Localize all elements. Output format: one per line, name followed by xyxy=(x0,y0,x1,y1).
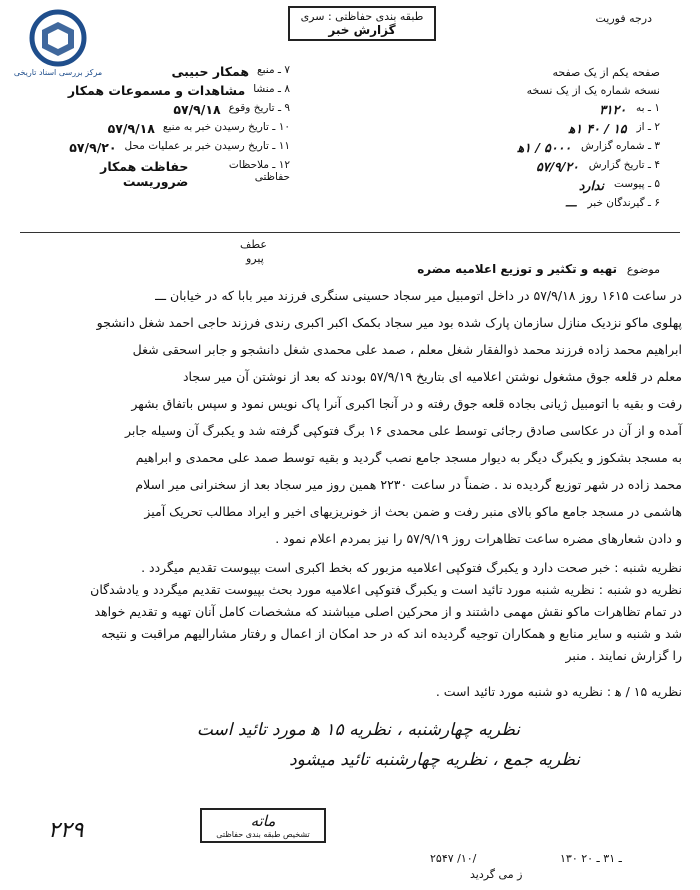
logo-caption: مرکز بررسی اسناد تاریخی xyxy=(13,68,103,77)
opinion-line: در تمام تظاهرات ماکو نقش مهمی داشتند و از محرکین اصلی میباشند که مشخصات کامل آنان تهیه و تقدیم خواهد xyxy=(94,604,682,619)
field-label: ۶ ـ گیرندگان خبر xyxy=(587,197,660,209)
body-line: ابراهیم محمد زاده فرزند محمد ذوالفقار شغل معلم ، صمد علی محمدی شغل دانشجو و جابر اسحقی شغل xyxy=(132,342,682,357)
field-row xyxy=(40,83,290,102)
opinion-15-line: نظریه ۱۵ / ه‍ : نظریه دو شنبه مورد تائید است . xyxy=(435,684,682,699)
field-row xyxy=(40,159,290,189)
field-value: ندارد xyxy=(578,178,604,193)
body-line: محمد زاده در شهر توزیع گردیده ند . ضمناً در ساعت ۲۲۳۰ همین روز میر سجاد بعد از سخنرانی میر اسلام xyxy=(135,477,682,492)
field-value: ۵۰۰۰ / ۱ه‍ xyxy=(517,140,572,155)
body-line: به مسجد بشکوز و یکبرگ دیگر به دیوار مسجد جامع نصب گردید و بقیه توسط صمد علی محمدی و ابراهیم xyxy=(135,450,682,465)
opinion-line: نظریه دو شنبه : نظریه شنبه مورد تائید است و یکبرگ فتوکپی اعلامیه مورد بحث بپیوست تقدیم میگردد و یادشدگان xyxy=(90,582,682,597)
opinion-line: را گزارش نمایند . منبر xyxy=(565,648,682,663)
field-label: ۸ ـ منشا xyxy=(253,83,290,95)
bottom-stamp xyxy=(200,808,326,843)
priority-label: درجه فوریت xyxy=(595,12,652,25)
header-divider xyxy=(20,232,680,233)
peyro-label: پیرو xyxy=(246,252,264,265)
body-line: هاشمی در مسجد جامع ماکو بالای منبر رفت و ضمن بحث از خونریزیهای اخیر و ایراد مطالب تحریک آمیز xyxy=(144,504,682,519)
classification-stamp xyxy=(288,6,436,41)
classification-text: طبقه بندی حفاظتی : سری xyxy=(300,10,424,23)
field-row xyxy=(40,64,290,83)
field-label: ۴ ـ تاریخ گزارش xyxy=(588,159,660,171)
field-value: ۵۷/۹/۱۸ xyxy=(107,121,155,136)
field-row xyxy=(390,178,660,197)
field-label: ۲ ـ از xyxy=(636,121,660,133)
body-line: و دادن شعارهای مضره ساعت تظاهرات روز ۵۷/۹/۱۹ را نیز بمردم اعلام نمود . xyxy=(275,531,682,546)
field-row xyxy=(390,102,660,121)
page-number: ۲۲۹ xyxy=(48,818,84,843)
field-row xyxy=(390,140,660,159)
field-row xyxy=(40,102,290,121)
ref-number-left: ۲۵۴۷ /۱۰/ xyxy=(430,852,477,865)
bottom-stamp-text: ماته xyxy=(250,812,276,830)
field-value: ۵۷/۹/۱۸ xyxy=(173,102,221,117)
field-value: ۵۷/۹/۲۰ xyxy=(536,159,579,174)
subject-line xyxy=(417,262,660,276)
left-fields xyxy=(40,64,290,189)
body-line: در ساعت ۱۶۱۵ روز ۵۷/۹/۱۸ در داخل اتومبیل میر سجاد حسینی سنگری فرزند میر بابا که در خیابان ـــ xyxy=(155,288,682,303)
field-row xyxy=(40,140,290,159)
handwritten-note: نظریه جمع ، نظریه چهارشنبه تائید میشود xyxy=(289,750,580,770)
subject-label: موضوع xyxy=(626,263,660,276)
right-fields xyxy=(390,102,660,216)
field-row xyxy=(40,121,290,140)
ref-number-right: ۱۳۰ ـ ۳۱ ـ ۲۰ xyxy=(560,852,622,865)
field-row xyxy=(390,121,660,140)
opinion-line: نظریه شنبه : خبر صحت دارد و یکبرگ فتوکپی اعلامیه مزبور که بخط اکبری است بپیوست تقدیم میگردد . xyxy=(141,560,682,575)
field-label: ۱۱ ـ تاریخ رسیدن خبر بر عملیات محل xyxy=(124,140,290,152)
field-value: حفاظت همکار ضروریست xyxy=(100,159,189,189)
field-label: ۱ ـ به xyxy=(636,102,660,114)
body-line: معلم در قلعه جوق مشغول نوشتن اعلامیه ای بتاریخ ۵۷/۹/۱۹ بودند که بعد از نوشتن آن میر سجاد xyxy=(182,369,682,384)
field-value: همکار حبیبی xyxy=(171,64,250,79)
bottom-stamp-sub: تشخیص طبقه بندی حفاظتی xyxy=(216,830,310,839)
field-label: ۳ ـ شماره گزارش xyxy=(581,140,660,152)
ref-note: ز می گردید xyxy=(470,868,523,881)
field-value: ۳۱۲۰ xyxy=(599,102,627,117)
body-line: پهلوی ماکو نزدیک منازل سازمان پارک شده بود میر سجاد بکمک اکبر اکبری رندی فرزند حاجی احمد شغل دانشجو xyxy=(96,315,682,330)
field-label: ۱۰ ـ تاریخ رسیدن خبر به منبع xyxy=(162,121,290,133)
body-line: رفت و بقیه با اتومبیل ژیانی بجاده قلعه جوق رفته و در آنجا اکبری آنرا پاک نویس نمود و سپس باتفاق بشهر xyxy=(131,396,682,411)
field-row xyxy=(390,159,660,178)
copy-count: نسخه شماره یک از یک نسخه xyxy=(526,84,660,97)
field-label: ۱۲ ـ ملاحظات حفاظتی xyxy=(228,159,290,183)
atf-label: عطف xyxy=(240,238,267,251)
subject-value: تهیه و تکثیر و توزیع اعلامیه مضره xyxy=(417,262,617,276)
field-value: — xyxy=(565,197,578,212)
field-label: ۹ ـ تاریخ وقوع xyxy=(228,102,290,114)
report-type: گزارش خبر xyxy=(328,23,396,37)
field-value: ۱۵ / ۴۰ ۱ه‍ xyxy=(568,121,627,136)
page-count: صفحه یکم از یک صفحه xyxy=(552,66,660,79)
handwritten-note: نظریه چهارشنبه ، نظریه ۱۵ ه‍ مورد تائید است xyxy=(196,720,520,740)
field-value: ۵۷/۹/۲۰ xyxy=(69,140,117,155)
field-label: ۷ ـ منبع xyxy=(257,64,290,76)
field-label: ۵ ـ پیوست xyxy=(613,178,660,190)
body-line: آمده و از آن در عکاسی صادق رجائی توسط علی محمدی ۱۶ برگ فتوکپی گرفته شد و یکبرگ آن وسیله جابر xyxy=(124,423,682,438)
opinion-line: شد و شنبه و سایر منابع و همکاران توجیه گردیده اند که در حد امکان از اعمال و رفتار مشارالیهم مراقبت و نتیجه xyxy=(101,626,682,641)
field-row xyxy=(390,197,660,216)
field-value: مشاهدات و مسموعات همکار xyxy=(67,83,246,98)
